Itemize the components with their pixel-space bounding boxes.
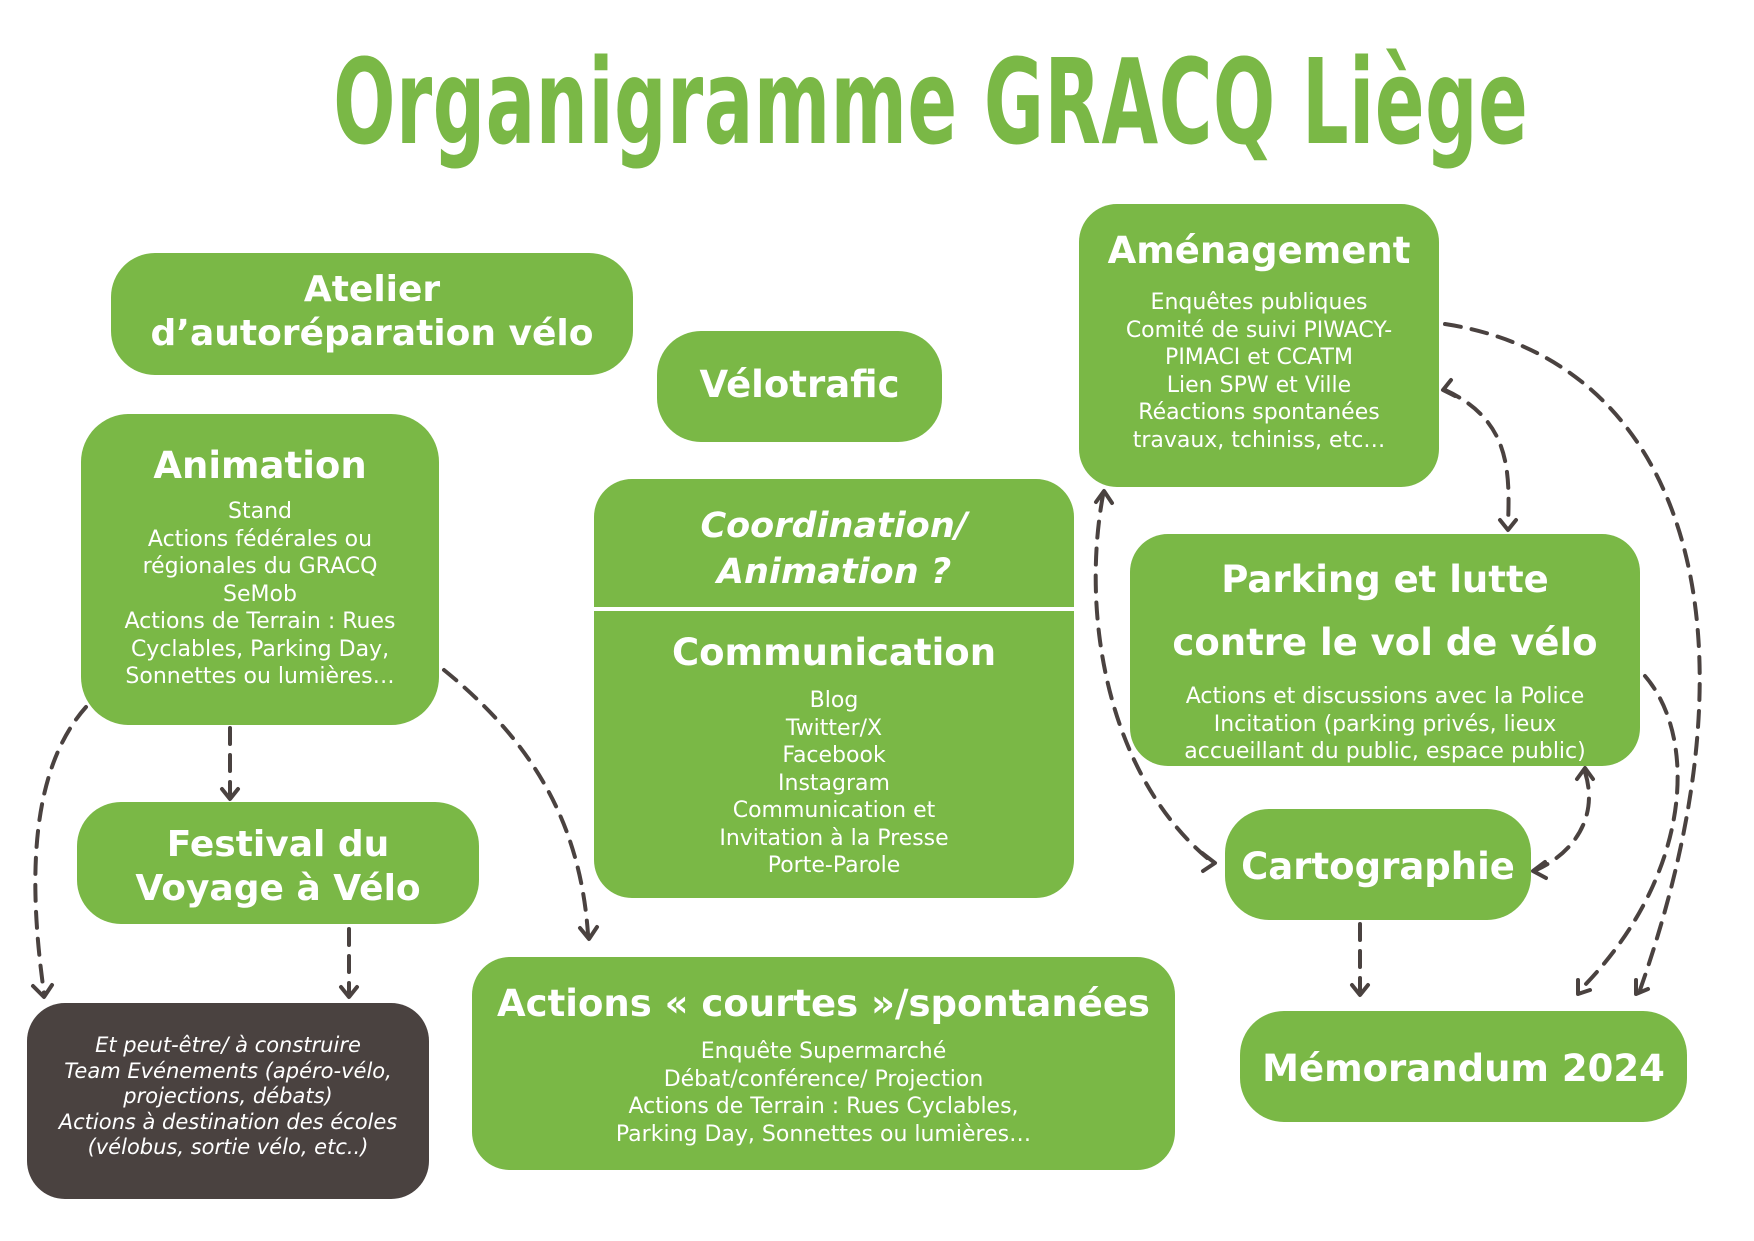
communication-title: Communication xyxy=(671,631,997,674)
parking-items xyxy=(1130,683,1640,766)
atelier-box xyxy=(111,253,633,375)
future-item: Team Evénements (apéro-vélo, xyxy=(64,1058,392,1083)
amenagement-items xyxy=(1079,289,1439,454)
coordination-title-line2: Animation ? xyxy=(716,552,952,592)
animation-item: Cyclables, Parking Day, xyxy=(130,636,390,662)
actions-items xyxy=(472,1038,1175,1148)
arrow-parking-cartographie xyxy=(1536,772,1589,870)
coordination-section xyxy=(594,479,1074,607)
communication-item: Instagram xyxy=(778,770,890,796)
parking-title-line2: contre le vol de vélo xyxy=(1172,621,1598,664)
actions-courtes-box xyxy=(472,957,1175,1170)
animation-title: Animation xyxy=(153,444,367,487)
communication-section xyxy=(594,611,1074,880)
arrow-amenagement-to-parking-head xyxy=(1500,520,1516,530)
future-item: projections, débats) xyxy=(123,1084,333,1108)
page-title: Organigramme GRACQ Liège xyxy=(333,33,1529,171)
festival-title-line2: Voyage à Vélo xyxy=(135,868,421,909)
animation-item: Actions de Terrain : Rues xyxy=(124,609,396,635)
amenagement-item: Enquêtes publiques xyxy=(1150,290,1368,316)
actions-title: Actions « courtes »/spontanées xyxy=(497,982,1150,1025)
memorandum-title: Mémorandum 2024 xyxy=(1262,1047,1665,1090)
future-box xyxy=(27,1003,429,1199)
festival-box xyxy=(77,802,479,924)
cartographie-box xyxy=(1225,809,1531,920)
communication-item: Invitation à la Presse xyxy=(719,825,949,851)
amenagement-item: Réactions spontanées xyxy=(1138,400,1380,426)
festival-title-line1: Festival du xyxy=(166,824,390,865)
arrow-cartographie-head xyxy=(1202,853,1215,871)
animation-box xyxy=(81,414,439,725)
parking-item: Actions et discussions avec la Police xyxy=(1185,684,1585,709)
arrow-amenagement-to-parking xyxy=(1445,390,1509,525)
actions-item: Enquête Supermarché xyxy=(700,1039,947,1065)
velotrafic-box xyxy=(657,331,942,442)
atelier-title-line2: d’autoréparation vélo xyxy=(150,313,594,354)
animation-items xyxy=(81,498,439,691)
animation-item: Sonnettes ou lumières… xyxy=(125,664,395,690)
amenagement-item: PIMACI et CCATM xyxy=(1165,345,1353,371)
coordination-communication-box xyxy=(594,479,1074,898)
cartographie-title: Cartographie xyxy=(1241,845,1515,888)
animation-item: Stand xyxy=(228,499,292,525)
amenagement-item: Lien SPW et Ville xyxy=(1166,372,1352,398)
future-item: Actions à destination des écoles xyxy=(58,1109,398,1134)
memorandum-box xyxy=(1240,1011,1687,1122)
actions-item: Parking Day, Sonnettes ou lumières… xyxy=(615,1121,1032,1147)
parking-box xyxy=(1130,534,1640,766)
future-items xyxy=(27,1033,429,1161)
amenagement-box xyxy=(1079,204,1439,487)
parking-item: Incitation (parking privés, lieux xyxy=(1213,711,1557,737)
parking-item: accueillant du public, espace public) xyxy=(1184,739,1586,764)
parking-title-line1: Parking et lutte xyxy=(1221,558,1549,601)
animation-item: régionales du GRACQ xyxy=(142,554,378,580)
atelier-title-line1: Atelier xyxy=(303,269,441,310)
arrow-animation-to-future-head xyxy=(33,985,52,997)
animation-item: SeMob xyxy=(223,581,297,607)
communication-item: Twitter/X xyxy=(785,715,883,741)
future-item: Et peut-être/ à construire xyxy=(95,1033,361,1057)
animation-item: Actions fédérales ou xyxy=(147,526,373,552)
amenagement-item: Comité de suivi PIWACY- xyxy=(1125,317,1393,343)
communication-item: Porte-Parole xyxy=(767,853,901,879)
amenagement-item: travaux, tchiniss, etc… xyxy=(1132,427,1386,453)
actions-item: Débat/conférence/ Projection xyxy=(663,1066,984,1092)
arrow-parking-to-amenagement-head xyxy=(1443,380,1455,396)
communication-items xyxy=(594,687,1074,880)
future-item: (vélobus, sortie vélo, etc..) xyxy=(87,1135,369,1159)
amenagement-title: Aménagement xyxy=(1107,229,1411,272)
communication-item: Blog xyxy=(809,688,859,714)
communication-item: Communication et xyxy=(732,798,936,824)
communication-item: Facebook xyxy=(782,743,886,769)
actions-item: Actions de Terrain : Rues Cyclables, xyxy=(628,1094,1019,1120)
coordination-title-line1: Coordination/ xyxy=(700,506,968,546)
velotrafic-title: Vélotrafic xyxy=(699,363,900,406)
